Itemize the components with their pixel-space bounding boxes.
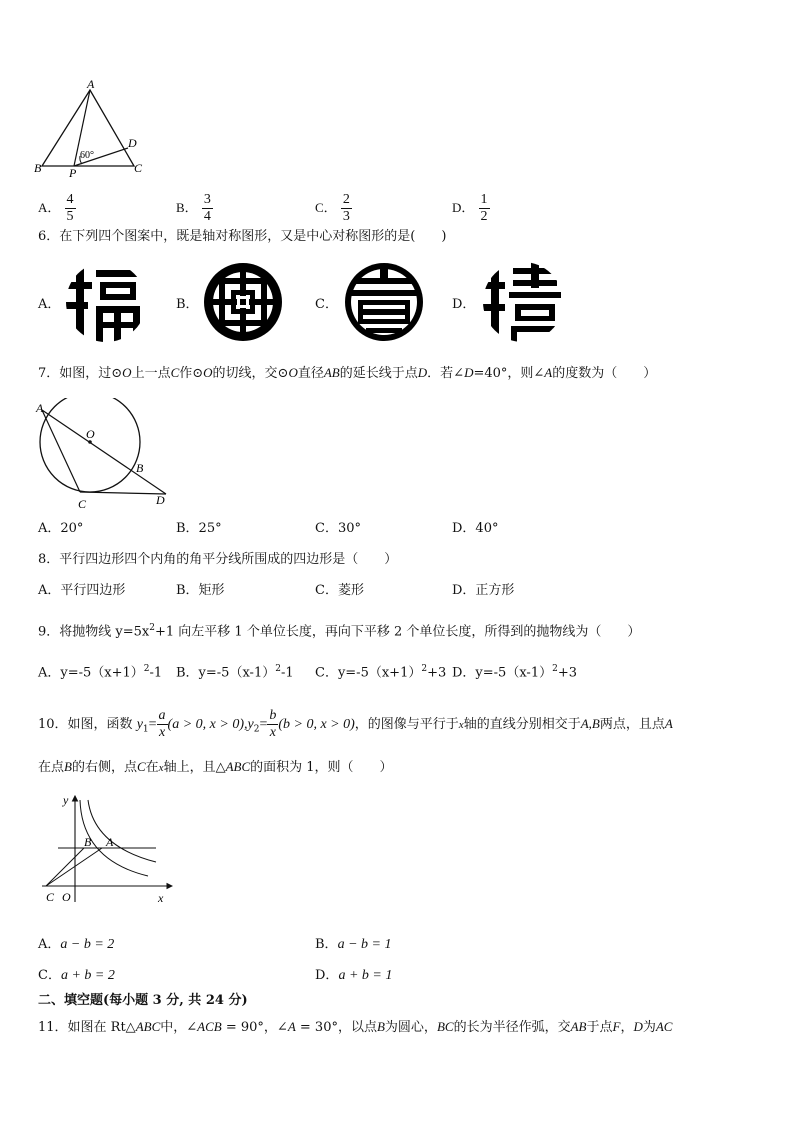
q5-option-d-fraction bbox=[479, 192, 490, 225]
q10-stem-text: 的面积为 1，则（ ） bbox=[250, 760, 393, 775]
q5-option-c-label: C． bbox=[315, 200, 337, 215]
q7-option-c[interactable]: C．30° bbox=[315, 521, 361, 536]
q10-condition-1: (a > 0, x > 0), bbox=[167, 717, 248, 732]
q10-fraction-b-over-x bbox=[267, 708, 278, 741]
q10-option-expr: a + b = 1 bbox=[338, 968, 393, 983]
q7-stem bbox=[38, 364, 656, 383]
q10-stem-b: B bbox=[64, 759, 72, 774]
q7-stem-d: D bbox=[417, 365, 428, 380]
q10-stem-line2 bbox=[38, 758, 393, 777]
q7-stem-ab: AB bbox=[323, 365, 340, 380]
q11-stem-text: 11．如图在 Rt△ bbox=[38, 1020, 136, 1035]
fraction-denominator: 2 bbox=[480, 209, 488, 224]
q10-stem-x: x bbox=[458, 719, 464, 731]
q9-option-text: A．y=-5（x+1） bbox=[38, 665, 144, 681]
shou-seal-icon bbox=[344, 262, 424, 342]
fraction-numerator: 1 bbox=[480, 192, 488, 207]
q7-stem-text: 的切线，交⊙ bbox=[212, 366, 289, 381]
q10-stem-text: 两点，且点 bbox=[599, 717, 665, 732]
q7-stem-text: 作⊙ bbox=[179, 366, 204, 381]
q7-stem-d: D bbox=[464, 365, 474, 380]
q8-stem: 8．平行四边形四个内角的角平分线所围成的四边形是（ ） bbox=[38, 552, 398, 567]
q10-label-x: x bbox=[158, 891, 164, 905]
q10-option-label: C． bbox=[38, 968, 61, 983]
q7-label-o: O bbox=[86, 427, 95, 441]
q11-stem-text: 为 bbox=[642, 1020, 656, 1035]
q9-option-b[interactable] bbox=[176, 660, 294, 682]
fraction-denominator: 4 bbox=[203, 209, 211, 224]
q11-stem bbox=[38, 1018, 672, 1037]
q9-option-text: -1 bbox=[280, 665, 294, 681]
q7-label-d: D bbox=[156, 493, 165, 507]
q8-option-a[interactable]: A．平行四边形 bbox=[38, 583, 126, 598]
q6-option-d-label[interactable]: D． bbox=[452, 297, 476, 312]
q10-option-expr: a + b = 2 bbox=[60, 968, 115, 983]
q10-label-a: A bbox=[106, 835, 114, 849]
q7-stem-c: C bbox=[170, 365, 180, 380]
q10-stem-x: x bbox=[158, 762, 164, 774]
q11-stem-text: 为圆心， bbox=[384, 1020, 437, 1035]
q9-option-text: D．y=-5（x-1） bbox=[452, 665, 553, 681]
q7-label-b: B bbox=[136, 461, 144, 475]
q7-stem-text: 直径 bbox=[297, 366, 324, 381]
q9-option-exponent: 2 bbox=[552, 664, 558, 674]
fraction-denominator: 5 bbox=[66, 209, 74, 224]
q10-option-expr: a − b = 2 bbox=[60, 937, 115, 952]
q10-y2: y bbox=[247, 717, 254, 732]
q7-stem-text: ．若∠ bbox=[427, 366, 465, 381]
q10-condition-2: (b > 0, x > 0) bbox=[278, 717, 355, 732]
q10-y1-subscript: 1 bbox=[142, 724, 149, 735]
q10-stem-text: 的右侧，点 bbox=[71, 760, 137, 775]
q10-option-b[interactable] bbox=[315, 936, 391, 954]
q11-stem-bc: BC bbox=[436, 1019, 454, 1034]
q10-stem-text: 在点 bbox=[38, 760, 65, 775]
q10-stem-text: 在 bbox=[145, 760, 159, 775]
q9-option-exponent: 2 bbox=[143, 664, 150, 674]
q10-option-c[interactable] bbox=[38, 967, 115, 985]
q10-option-label: B． bbox=[315, 937, 338, 952]
q9-stem bbox=[38, 619, 640, 641]
q10-y2-subscript: 2 bbox=[253, 724, 260, 735]
q9-option-text: +3 bbox=[557, 665, 577, 681]
q11-stem-acb: ACB bbox=[197, 1019, 222, 1034]
q9-stem-text: +1 向左平移 1 个单位长度，再向下平移 2 个单位长度，所得到的抛物线为（ ） bbox=[154, 624, 641, 640]
q6-stem: 6．在下列四个图案中，既是轴对称图形，又是中心对称图形的是( ) bbox=[38, 229, 447, 244]
q9-option-exponent: 2 bbox=[275, 664, 281, 674]
q5-option-b-fraction bbox=[202, 192, 213, 225]
q9-option-c[interactable] bbox=[315, 660, 446, 682]
q10-graph-figure bbox=[38, 790, 178, 908]
q8-option-c[interactable]: C．菱形 bbox=[315, 583, 364, 598]
q11-stem-b: B bbox=[376, 1019, 385, 1034]
q10-label-b: B bbox=[84, 835, 92, 849]
xi-seal-icon bbox=[483, 262, 563, 342]
q7-stem-text: =40°，则∠ bbox=[473, 366, 545, 381]
q11-stem-f: F bbox=[612, 1019, 621, 1034]
q7-option-b[interactable]: B．25° bbox=[176, 521, 222, 536]
q9-option-text: -1 bbox=[149, 665, 163, 681]
q7-stem-a: A bbox=[544, 365, 553, 380]
q7-stem-o: O bbox=[122, 365, 132, 380]
round-seal-icon bbox=[203, 262, 283, 342]
fraction-denominator: x bbox=[269, 725, 276, 740]
q7-circle-figure bbox=[34, 398, 174, 512]
q5-option-b[interactable] bbox=[176, 192, 213, 225]
q10-label-c: C bbox=[46, 890, 55, 904]
fraction-numerator: 4 bbox=[66, 192, 74, 207]
q10-stem-text: 轴的直线分别相交于 bbox=[463, 717, 581, 732]
q10-stem-a: A bbox=[664, 716, 673, 731]
q11-stem-text: = 30°，以点 bbox=[295, 1020, 377, 1035]
q10-stem-abc: ABC bbox=[225, 759, 251, 774]
q5-option-a[interactable] bbox=[38, 192, 76, 225]
q9-stem-text: 9．将抛物线 y=5x bbox=[38, 624, 150, 640]
q7-option-a[interactable]: A．20° bbox=[38, 521, 84, 536]
q5-option-d-label: D． bbox=[452, 200, 475, 215]
q7-stem-o: O bbox=[288, 365, 298, 380]
q10-stem-ab: A,B bbox=[580, 716, 600, 731]
q10-stem-text: ，的图像与平行于 bbox=[354, 717, 459, 732]
q6-option-c-label[interactable]: C． bbox=[315, 297, 338, 312]
q5-option-a-label: A． bbox=[38, 200, 61, 215]
q9-option-exponent: 2 bbox=[421, 664, 428, 674]
q11-stem-ac: AC bbox=[655, 1019, 673, 1034]
q9-option-a[interactable] bbox=[38, 660, 162, 682]
q11-stem-text: 于点 bbox=[586, 1020, 613, 1035]
q9-option-text: +3 bbox=[427, 665, 447, 681]
q8-option-b[interactable]: B．矩形 bbox=[176, 583, 225, 598]
q7-stem-text: 7．如图，过⊙ bbox=[38, 366, 123, 381]
q8-option-d[interactable]: D．正方形 bbox=[452, 583, 515, 598]
q5-option-c-fraction bbox=[341, 192, 352, 225]
q5-triangle-figure bbox=[34, 78, 144, 178]
q7-stem-text: 的度数为（ ） bbox=[552, 366, 657, 381]
q10-stem-text: 轴上，且△ bbox=[163, 760, 226, 775]
q10-option-label: D． bbox=[315, 968, 339, 983]
q5-label-p: P bbox=[69, 166, 77, 178]
q5-label-d: D bbox=[128, 136, 137, 150]
q10-equals: = bbox=[259, 717, 268, 732]
q10-label-o: O bbox=[62, 890, 71, 904]
q5-angle-label: 60° bbox=[80, 150, 94, 161]
q11-stem-d: D bbox=[633, 1019, 643, 1034]
q5-label-c: C bbox=[134, 161, 143, 175]
q5-option-b-label: B． bbox=[176, 200, 198, 215]
q11-stem-text: = 90°，∠ bbox=[221, 1020, 288, 1035]
q11-stem-text: ， bbox=[620, 1020, 634, 1035]
q5-option-a-fraction bbox=[65, 192, 76, 225]
q10-option-d[interactable] bbox=[315, 967, 392, 985]
q10-stem-line1 bbox=[38, 708, 673, 745]
q11-stem-a: A bbox=[287, 1019, 296, 1034]
q10-fraction-a-over-x bbox=[157, 708, 168, 741]
q9-option-text: C．y=-5（x+1） bbox=[315, 665, 422, 681]
section-2-title: 二、填空题(每小题 3 分, 共 24 分) bbox=[38, 993, 248, 1008]
fraction-numerator: b bbox=[269, 708, 277, 723]
fraction-numerator: 2 bbox=[342, 192, 350, 207]
q5-label-a: A bbox=[87, 78, 95, 91]
q10-option-expr: a − b = 1 bbox=[337, 937, 392, 952]
q10-equals: = bbox=[148, 717, 157, 732]
q10-stem-text: 10．如图，函数 bbox=[38, 717, 133, 732]
q11-stem-text: 的长为半径作弧，交 bbox=[453, 1020, 571, 1035]
q9-stem-exponent: 2 bbox=[149, 623, 155, 633]
q7-stem-text: 的延长线于点 bbox=[339, 366, 418, 381]
q9-option-text: B．y=-5（x-1） bbox=[176, 665, 276, 681]
q11-stem-text: 中，∠ bbox=[160, 1020, 198, 1035]
q11-stem-ab: AB bbox=[570, 1019, 587, 1034]
q7-stem-o: O bbox=[203, 365, 213, 380]
q5-label-b: B bbox=[34, 161, 42, 175]
q11-stem-abc: ABC bbox=[135, 1019, 161, 1034]
q9-option-d[interactable] bbox=[452, 660, 577, 682]
q6-option-a-label[interactable]: A． bbox=[38, 297, 61, 312]
q10-label-y: y bbox=[63, 793, 69, 807]
q7-label-a: A bbox=[36, 401, 44, 415]
q10-stem-c: C bbox=[136, 759, 146, 774]
q5-option-c[interactable] bbox=[315, 192, 352, 225]
q7-label-c: C bbox=[78, 497, 87, 511]
fraction-numerator: a bbox=[158, 708, 166, 723]
q6-option-b-label[interactable]: B． bbox=[176, 297, 199, 312]
fraction-denominator: x bbox=[158, 725, 166, 740]
fraction-denominator: 3 bbox=[342, 209, 350, 224]
fu-seal-icon bbox=[66, 262, 146, 342]
q7-stem-text: 上一点 bbox=[131, 366, 171, 381]
q7-option-d[interactable]: D．40° bbox=[452, 521, 499, 536]
q5-option-d[interactable] bbox=[452, 192, 490, 225]
fraction-numerator: 3 bbox=[203, 192, 211, 207]
q10-y1: y bbox=[136, 717, 143, 732]
q10-option-label: A． bbox=[38, 937, 61, 952]
q10-option-a[interactable] bbox=[38, 936, 114, 954]
